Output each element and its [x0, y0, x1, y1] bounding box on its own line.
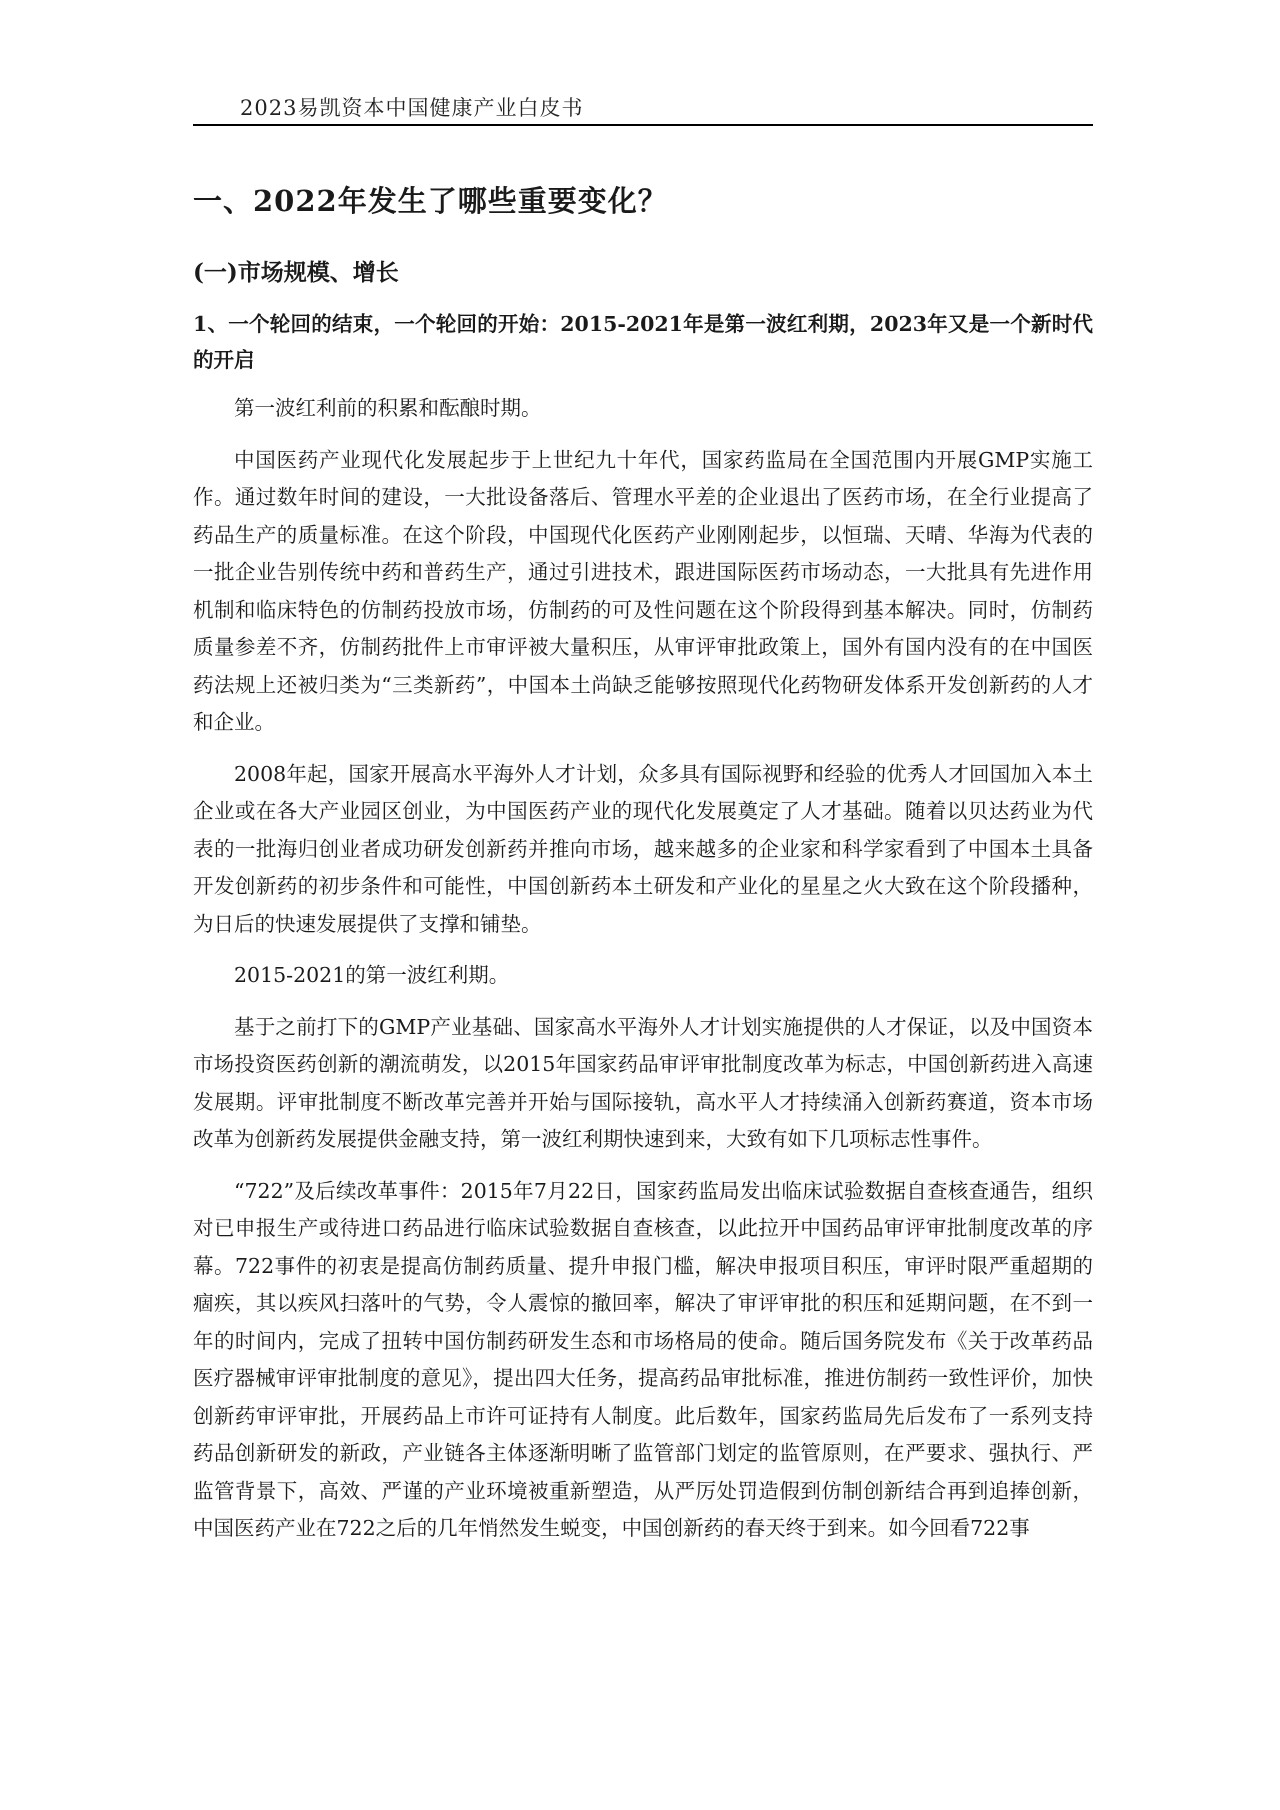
- section-title: 一、2022年发生了哪些重要变化？: [193, 184, 668, 218]
- paragraph: “722”及后续改革事件：2015年7月22日，国家药监局发出临床试验数据自查核查通告，组织对已申报生产或待进口药品进行临床试验数据自查核查，以此拉开中国药品审评审批制度改革的序幕。722事件的初衷是提高仿制药质量、提升申报门槛，解决申报项目积压，审评时限严重超期的痼疾，其以疾风扫落叶的气势，令人震惊的撤回率，解决了审评审批的积压和延期问题，在不到一年的时间内，完成了扭转中国仿制药研发生态和市场格局的使命。随后国务院发布《关于改革药品医疗器械审评审批制度的意见》，提出四大任务，提高药品审批标准，推进仿制药一致性评价，加快创新药审评审批，开展药品上市许可证持有人制度。此后数年，国家药监局先后发布了一系列支持药品创新研发的新政，产业链各主体逐渐明晰了监管部门划定的监管原则，在严要求、强执行、严监管背景下，高效、严谨的产业环境被重新塑造，从严厉处罚造假到仿制创新结合再到追捧创新，中国医药产业在722之后的几年悄然发生蜕变，中国创新药的春天终于到来。如今回看722事: [193, 1178, 1093, 1540]
- running-header: 2023易凯资本中国健康产业白皮书: [240, 96, 584, 120]
- item-title: 1、一个轮回的结束，一个轮回的开始：2015-2021年是第一波红利期，2023年又是一个新时代的开启: [193, 312, 1093, 372]
- paragraph: 第一波红利前的积累和酝酿时期。: [234, 396, 542, 420]
- paragraph: 中国医药产业现代化发展起步于上世纪九十年代，国家药监局在全国范围内开展GMP实施工作。通过数年时间的建设，一大批设备落后、管理水平差的企业退出了医药市场，在全行业提高了药品生产的质量标准。在这个阶段，中国现代化医药产业刚刚起步，以恒瑞、天晴、华海为代表的一批企业告别传统中药和普药生产，通过引进技术，跟进国际医药市场动态，一大批具有先进作用机制和临床特色的仿制药投放市场，仿制药的可及性问题在这个阶段得到基本解决。同时，仿制药质量参差不齐，仿制药批件上市审评被大量积压，从审评审批政策上，国外有国内没有的在中国医药法规上还被归类为“三类新药”，中国本土尚缺乏能够按照现代化药物研发体系开发创新药的人才和企业。: [193, 447, 1093, 734]
- page-content: [193, 162, 1093, 1548]
- paragraph: 2015-2021的第一波红利期。: [234, 963, 510, 987]
- paragraph: 2008年起，国家开展高水平海外人才计划，众多具有国际视野和经验的优秀人才回国加入本土企业或在各大产业园区创业，为中国医药产业的现代化发展奠定了人才基础。随着以贝达药业为代表的一批海归创业者成功研发创新药并推向市场，越来越多的企业家和科学家看到了中国本土具备开发创新药的初步条件和可能性，中国创新药本土研发和产业化的星星之火大致在这个阶段播种，为日后的快速发展提供了支撑和铺垫。: [193, 761, 1093, 936]
- subsection-title: (一)市场规模、增长: [193, 259, 399, 286]
- header-rule: [193, 124, 1093, 126]
- paragraph: 基于之前打下的GMP产业基础、国家高水平海外人才计划实施提供的人才保证，以及中国资本市场投资医药创新的潮流萌发，以2015年国家药品审评审批制度改革为标志，中国创新药进入高速发展期。评审批制度不断改革完善并开始与国际接轨，高水平人才持续涌入创新药赛道，资本市场改革为创新药发展提供金融支持，第一波红利期快速到来，大致有如下几项标志性事件。: [193, 1014, 1093, 1151]
